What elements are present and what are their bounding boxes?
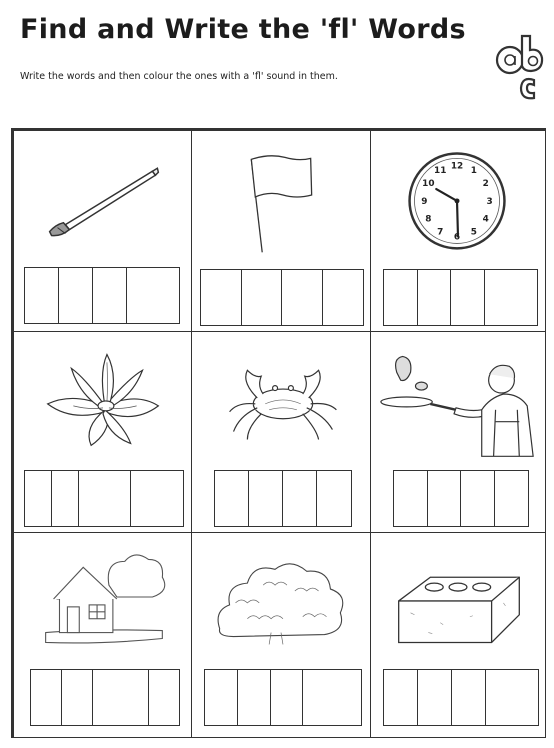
letter-box[interactable] [201, 270, 242, 325]
letter-box[interactable] [461, 471, 495, 526]
letter-box[interactable] [283, 471, 317, 526]
letter-box[interactable] [127, 268, 179, 323]
letter-box[interactable] [486, 670, 538, 725]
letter-box[interactable] [52, 471, 79, 526]
clock-number: 11 [434, 166, 447, 177]
letter-box[interactable] [384, 670, 418, 725]
clock-number: 12 [450, 161, 464, 172]
clock-number: 1 [470, 166, 477, 177]
clock-number: 7 [437, 227, 444, 238]
cell-flag [191, 130, 371, 332]
letter-box[interactable] [384, 270, 418, 325]
clock-number: 8 [425, 214, 432, 225]
letter-box[interactable] [238, 670, 271, 725]
letter-box[interactable] [323, 270, 364, 325]
clock-number: 10 [422, 179, 435, 190]
letter-box[interactable] [418, 670, 452, 725]
abc-letters-icon [490, 28, 550, 104]
letter-box[interactable] [149, 670, 179, 725]
paintbrush-picture [14, 131, 191, 256]
cell-house [13, 532, 192, 738]
letter-box[interactable] [79, 471, 131, 526]
letter-box[interactable] [31, 670, 62, 725]
letter-box[interactable] [271, 670, 304, 725]
clock-number: 3 [486, 196, 493, 207]
instructions-text: Write the words and then colour the ones with a 'fl' sound in them. [20, 71, 338, 82]
cell-shrub [191, 532, 371, 738]
letter-boxes[interactable] [204, 669, 362, 726]
letter-box[interactable] [451, 270, 485, 325]
letter-boxes[interactable] [393, 470, 529, 527]
letter-box[interactable] [282, 270, 323, 325]
letter-boxes[interactable] [200, 269, 364, 326]
clock-number: 9 [421, 196, 428, 207]
brick-picture [371, 533, 545, 658]
letter-box[interactable] [131, 471, 183, 526]
house-picture [14, 533, 191, 658]
picture-grid [11, 128, 546, 738]
letter-boxes[interactable] [383, 669, 539, 726]
cell-clock [370, 130, 546, 332]
letter-boxes[interactable] [30, 669, 180, 726]
shrub-picture [192, 533, 370, 658]
cell-paintbrush [13, 130, 192, 332]
letter-box[interactable] [249, 471, 283, 526]
letter-box[interactable] [242, 270, 283, 325]
letter-box[interactable] [418, 270, 452, 325]
letter-box[interactable] [93, 670, 149, 725]
letter-box[interactable] [303, 670, 361, 725]
letter-box[interactable] [452, 670, 486, 725]
letter-boxes[interactable] [24, 470, 184, 527]
letter-box[interactable] [93, 268, 127, 323]
letter-box[interactable] [485, 270, 537, 325]
letter-boxes[interactable] [24, 267, 180, 324]
page-title: Find and Write the 'fl' Words [20, 14, 466, 45]
letter-box[interactable] [25, 471, 52, 526]
letter-box[interactable] [59, 268, 93, 323]
letter-box[interactable] [215, 471, 249, 526]
letter-box[interactable] [428, 471, 462, 526]
letter-box[interactable] [62, 670, 93, 725]
cell-crab [191, 331, 371, 533]
cell-brick [370, 532, 546, 738]
clock-number: 4 [482, 214, 489, 225]
clock-picture [371, 131, 545, 256]
cell-flower [13, 331, 192, 533]
flag-picture [192, 131, 370, 256]
clock-number: 5 [470, 227, 477, 238]
letter-boxes[interactable] [383, 269, 538, 326]
clock-number: 2 [482, 179, 489, 190]
boy-flipping-pancake-picture [371, 332, 545, 457]
letter-box[interactable] [205, 670, 238, 725]
cell-pancake-boy [370, 331, 546, 533]
clock-number: 6 [453, 232, 461, 243]
letter-box[interactable] [495, 471, 529, 526]
letter-box[interactable] [25, 268, 59, 323]
crab-picture [192, 332, 370, 457]
letter-box[interactable] [394, 471, 428, 526]
flower-picture [14, 332, 191, 457]
letter-box[interactable] [317, 471, 351, 526]
letter-boxes[interactable] [214, 470, 352, 527]
